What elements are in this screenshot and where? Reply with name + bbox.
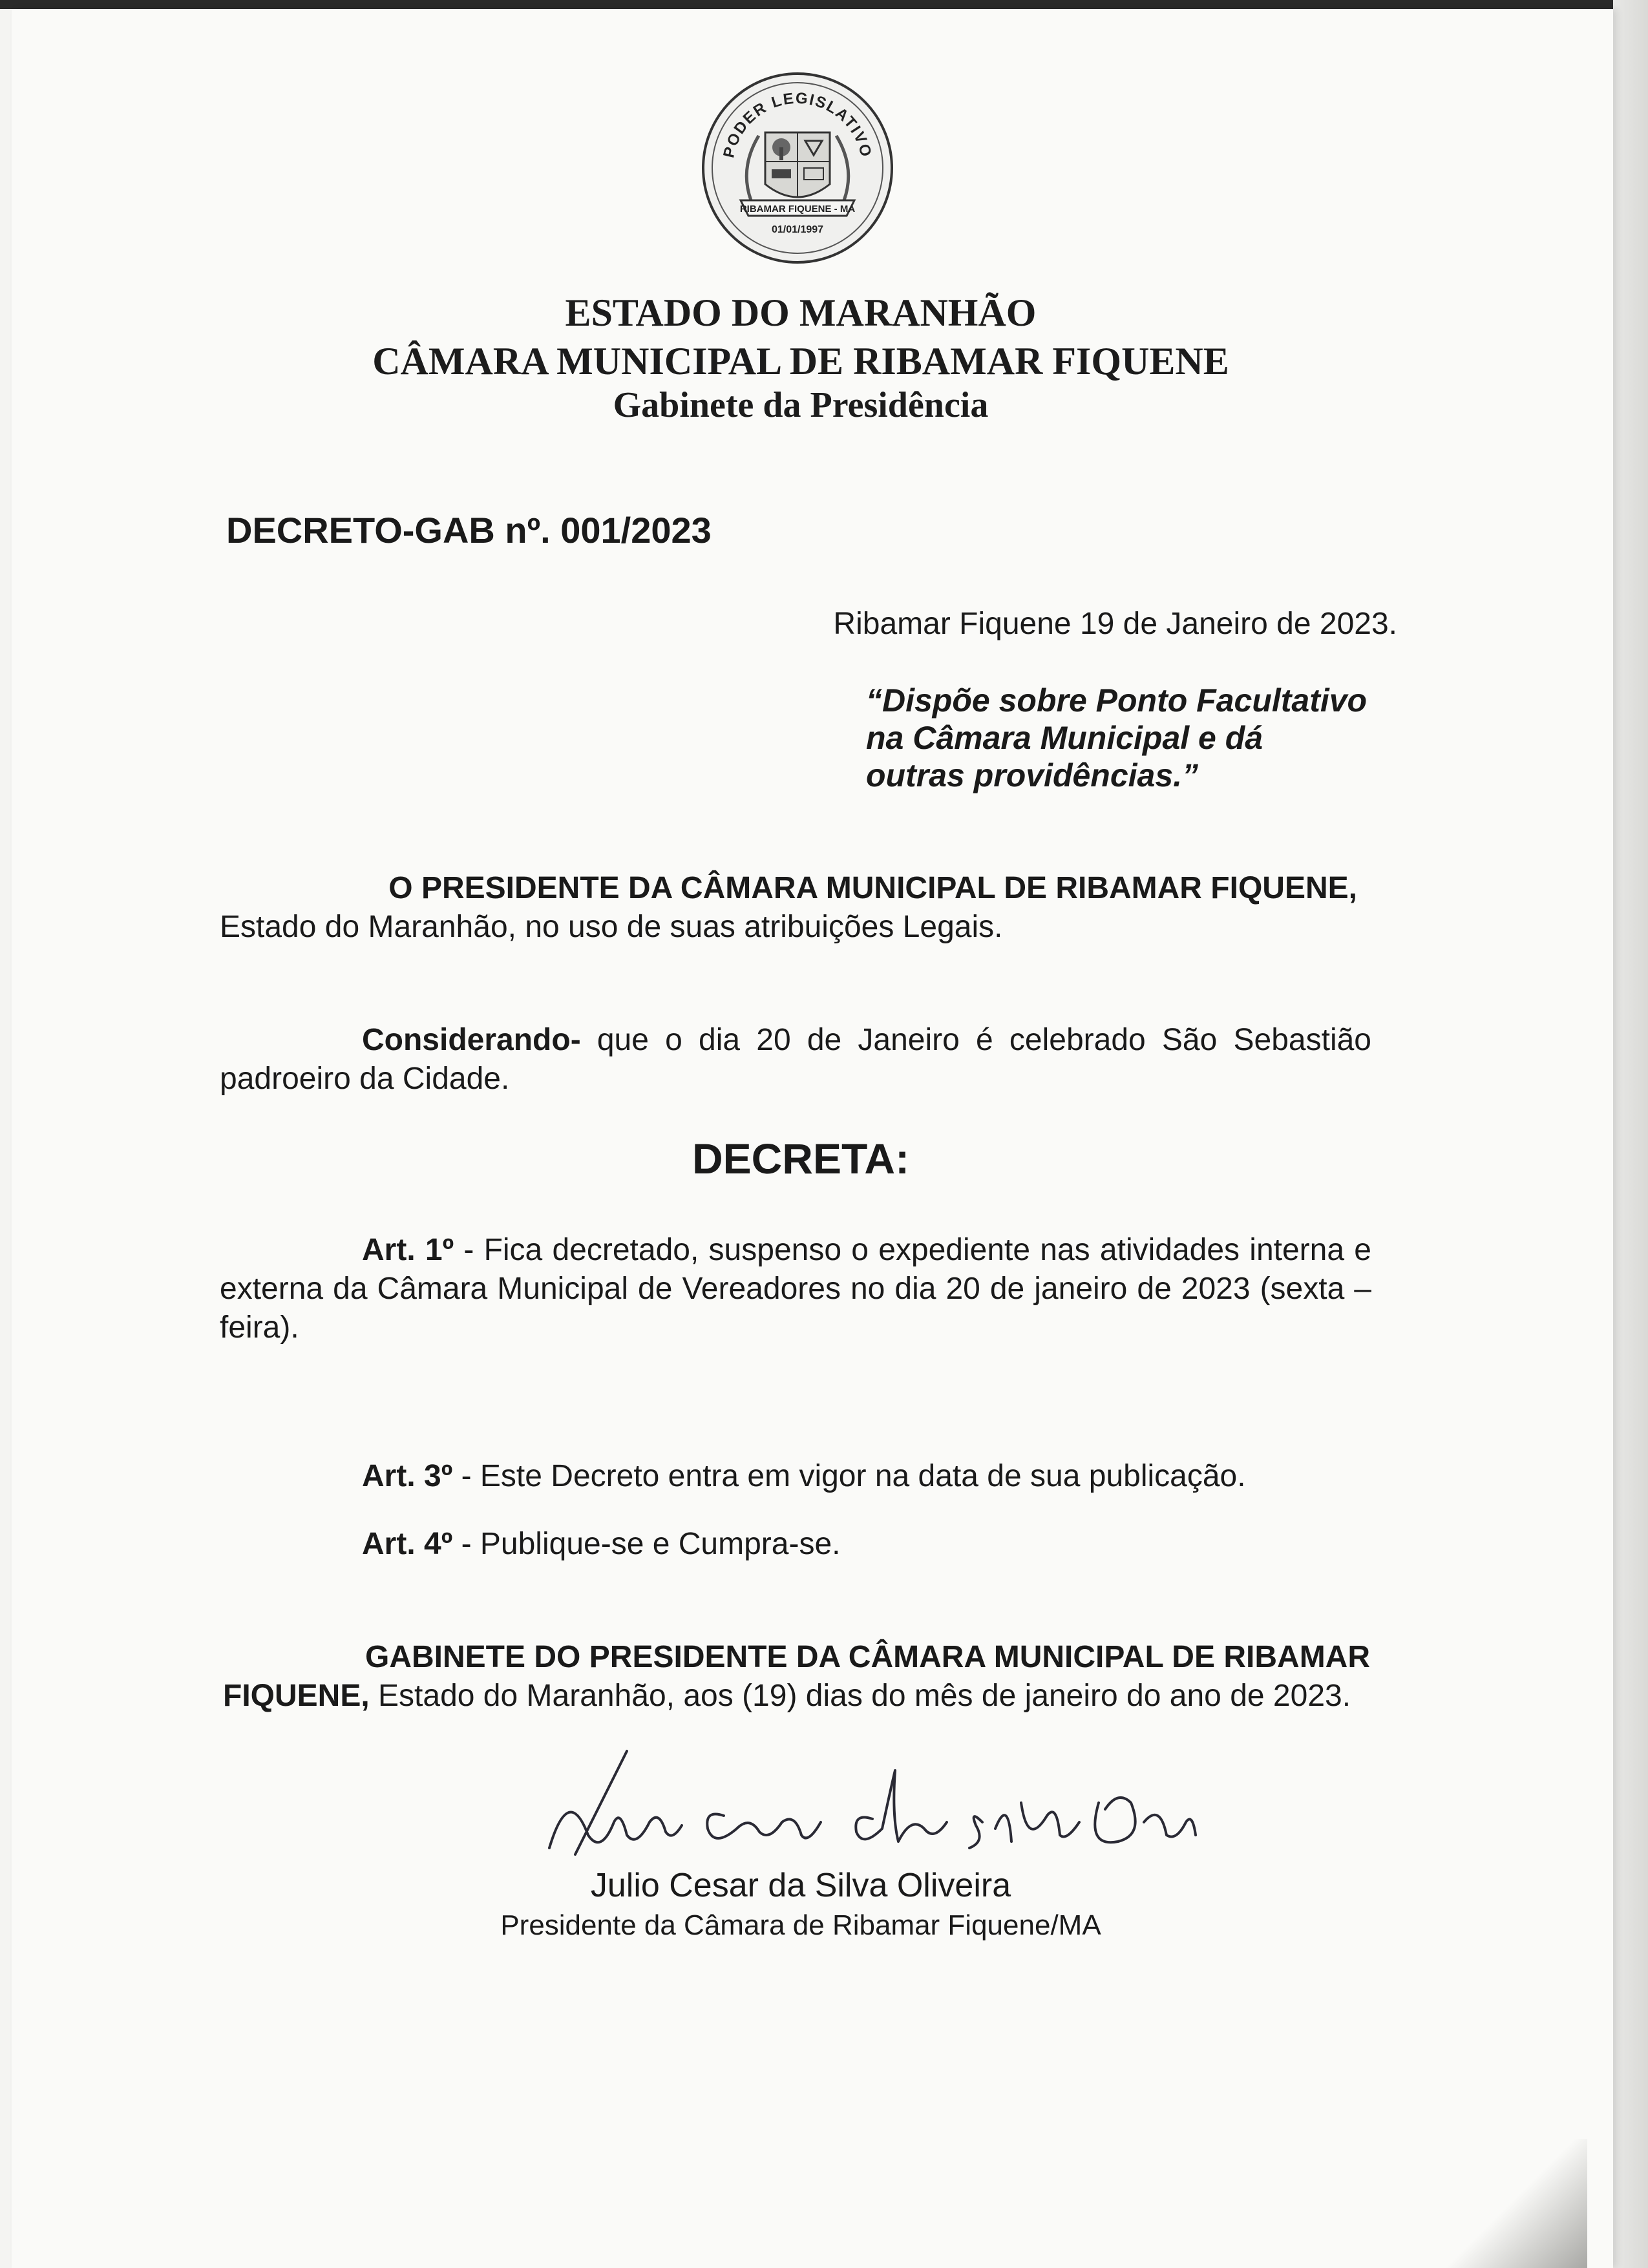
article-1-label: Art. 1º <box>362 1233 454 1267</box>
header-office: Gabinete da Presidência <box>613 385 989 425</box>
closing-text: Estado do Maranhão, aos (19) dias do mês de janeiro do ano de 2023. <box>369 1679 1351 1713</box>
considering-text: que o dia 20 de Janeiro é celebrado São Sebastião padroeiro da Cidade. <box>220 1023 1371 1096</box>
header-chamber: CÂMARA MUNICIPAL DE RIBAMAR FIQUENE <box>372 340 1229 383</box>
article-4-text: - Publique-se e Cumpra-se. <box>452 1527 841 1561</box>
ementa-line: na Câmara Municipal e dá <box>866 720 1263 756</box>
closing-paragraph <box>223 1638 1370 1716</box>
scan-top-edge <box>0 0 1648 9</box>
seal-top-text: PODER LEGISLATIVO <box>720 89 875 160</box>
preamble-paragraph <box>220 869 1357 947</box>
ementa-line: “Dispõe sobre Ponto Facultativo <box>866 682 1368 719</box>
article-4-label: Art. 4º <box>362 1527 453 1561</box>
closing-bold: GABINETE DO PRESIDENTE DA CÂMARA MUNICIPAL DE RIBAMAR FIQUENE, <box>223 1640 1370 1713</box>
considering-paragraph <box>220 1021 1371 1098</box>
article-3-label: Art. 3º <box>362 1459 453 1493</box>
decree-ementa <box>866 682 1367 794</box>
decreta-heading: DECRETA: <box>692 1135 910 1182</box>
article-1-text: - Fica decretado, suspenso o expediente nas atividades interna e externa da Câmara Municipal de Vereadores no dia 20 de janeiro de 2023 (sexta – feira). <box>220 1233 1371 1345</box>
article-4 <box>220 1525 1357 1564</box>
header-state: ESTADO DO MARANHÃO <box>565 291 1037 334</box>
article-3-text: - Este Decreto entra em vigor na data de sua publicação. <box>452 1459 1246 1493</box>
article-1 <box>220 1231 1371 1347</box>
article-3 <box>220 1457 1357 1496</box>
handwritten-signature <box>530 1745 1202 1867</box>
decree-date: Ribamar Fiquene 19 de Janeiro de 2023. <box>833 607 1397 641</box>
scan-right-edge <box>1613 0 1648 2268</box>
considering-label: Considerando- <box>362 1023 581 1057</box>
page-curl-shadow <box>1432 2139 1587 2268</box>
seal-ribbon-text: RIBAMAR FIQUENE - MA <box>739 204 856 215</box>
legislative-seal-icon <box>701 71 894 265</box>
preamble-rest: Estado do Maranhão, no uso de suas atribuições Legais. <box>220 910 1003 944</box>
decree-number: DECRETO-GAB nº. 001/2023 <box>226 510 712 551</box>
preamble-bold: O PRESIDENTE DA CÂMARA MUNICIPAL DE RIBAMAR FIQUENE, <box>388 871 1357 905</box>
signer-role: Presidente da Câmara de Ribamar Fiquene/MA <box>500 1909 1101 1941</box>
ementa-line: outras providências.” <box>866 757 1199 793</box>
signer-name: Julio Cesar da Silva Oliveira <box>590 1867 1011 1904</box>
seal-date-text: 01/01/1997 <box>771 224 824 235</box>
